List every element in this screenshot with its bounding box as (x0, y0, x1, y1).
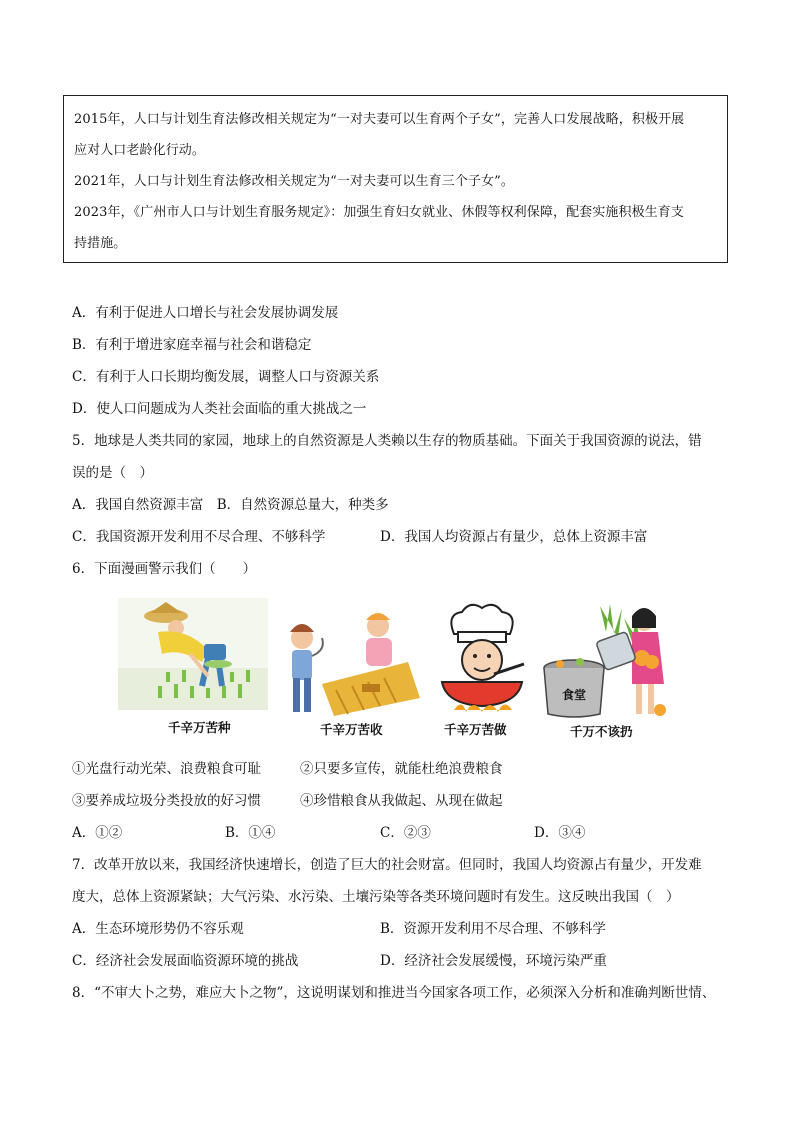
q4-option-b: B．有利于增进家庭幸福与社会和谐稳定 (72, 337, 312, 353)
q5-option-ab: A．我国自然资源丰富 B．自然资源总量大，种类多 (72, 497, 389, 513)
chef-cooking-icon (432, 598, 532, 718)
comic-caption: 千辛万苦收 (320, 722, 383, 737)
material-line: 应对人口老龄化行动。 (74, 143, 206, 158)
q6-statement-1: ①光盘行动光荣、浪费粮食可耻 (72, 761, 261, 777)
material-line: 2023年，《广州市人口与计划生育服务规定》：加强生育妇女就业、休假等权利保障，配套实施积极生育支 (74, 205, 684, 220)
q7-option-b: B．资源开发利用不尽合理、不够科学 (380, 921, 606, 937)
q6-statement-3: ③要养成垃圾分类投放的好习惯 (72, 793, 261, 809)
q4-option-a: A．有利于促进人口增长与社会发展协调发展 (72, 305, 339, 321)
canteen-label: 食堂 (562, 688, 587, 702)
comic-caption: 千辛万苦做 (444, 722, 507, 737)
comic-harvesting (278, 598, 428, 740)
q7-option-d: D．经济社会发展缓慢，环境污染严重 (380, 953, 607, 969)
q7-stem-line1: 7．改革开放以来，我国经济快速增长，创造了巨大的社会财富。但同时，我国人均资源占有量少，开发难 (72, 857, 702, 873)
q7-stem-line2: 度大，总体上资源紧缺；大气污染、水污染、土壤污染等各类环境问题时有发生。这反映出我国（ ） (72, 889, 680, 905)
q6-option-a: A．①② (72, 825, 123, 841)
q7-option-c: C．经济社会发展面临资源环境的挑战 (72, 953, 299, 969)
material-box (63, 95, 728, 263)
material-line: 持措施。 (74, 236, 127, 251)
q8-stem-line1: 8．“不审大卜之势，难应大卜之物”，这说明谋划和推进当今国家各项工作，必须深入分析和准确判断世情、 (72, 985, 716, 1001)
q7-option-a: A．生态环境形势仍不容乐观 (72, 921, 244, 937)
material-line: 2021年，人口与计划生育法修改相关规定为“一对夫妻可以生育三个子女”。 (74, 174, 514, 189)
q4-option-d: D．使人口问题成为人类社会面临的重大挑战之一 (72, 401, 367, 417)
q6-statement-2: ②只要多宣传，就能杜绝浪费粮食 (300, 761, 503, 777)
comic-planting (118, 598, 268, 740)
q6-option-b: B．①④ (225, 825, 276, 841)
q6-option-d: D．③④ (534, 825, 586, 841)
comic-caption: 千辛万苦种 (168, 720, 231, 735)
q4-option-c: C．有利于人口长期均衡发展，调整人口与资源关系 (72, 369, 380, 385)
q6-stem: 6．下面漫画警示我们（ ） (72, 561, 257, 577)
q6-statement-4: ④珍惜粮食从我做起、从现在做起 (300, 793, 503, 809)
comic-wasting (540, 598, 675, 740)
farmers-harvest-icon (278, 598, 428, 718)
q5-stem-line1: 5．地球是人类共同的家园，地球上的自然资源是人类赖以生存的物质基础。下面关于我国资源的说法，错 (72, 433, 702, 449)
comic-cooking (432, 598, 542, 740)
q5-option-d: D．我国人均资源占有量少，总体上资源丰富 (380, 529, 648, 545)
q5-stem-line2: 误的是（ ） (72, 465, 153, 481)
q6-option-c: C．②③ (380, 825, 431, 841)
comic-caption: 千万不该扔 (570, 724, 633, 739)
farmer-planting-icon (118, 598, 268, 710)
material-line: 2015年，人口与计划生育法修改相关规定为“一对夫妻可以生育两个子女”，完善人口发展战略，积极开展 (74, 112, 685, 127)
woman-dumping-food-icon (540, 598, 675, 720)
q5-option-c: C．我国资源开发利用不尽合理、不够科学 (72, 529, 326, 545)
